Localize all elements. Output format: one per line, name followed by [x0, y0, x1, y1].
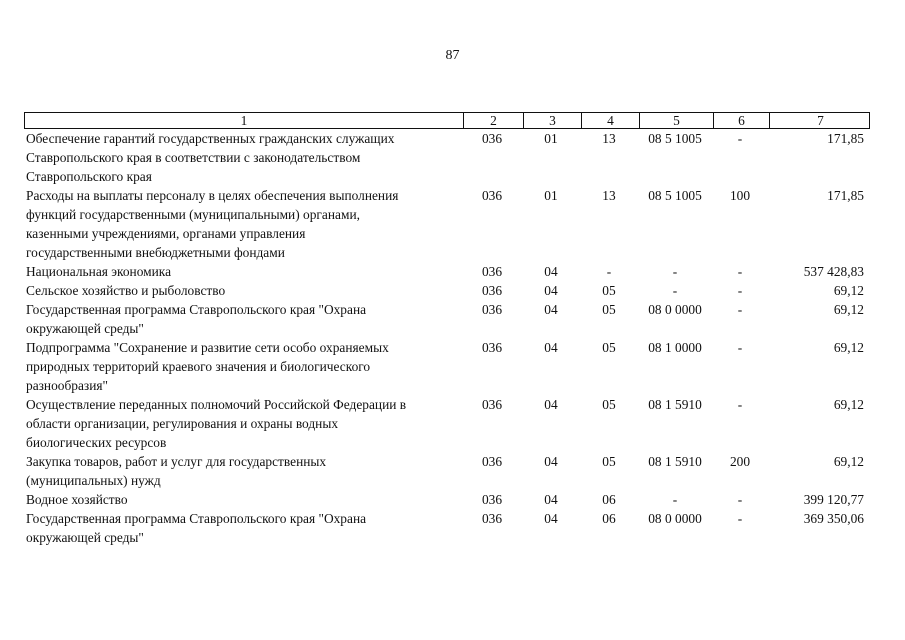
row-code-admin: 036 [481, 131, 503, 146]
row-amount: 171,85 [827, 188, 864, 203]
row-name: Государственная программа Ставропольского края "Охрана окружающей среды" [26, 511, 367, 545]
row-name: Подпрограмма "Сохранение и развитие сети особо охраняемых природных территорий краевого значения и биологического разнообразия" [26, 340, 389, 393]
table-body [24, 129, 870, 547]
row-code-target: - [672, 264, 678, 279]
row-code-section: 04 [544, 302, 558, 317]
table-header [24, 112, 870, 129]
row-code-admin: 036 [481, 283, 503, 298]
row-name: Осуществление переданных полномочий Российской Федерации в области организации, регулирования и охраны водных биологических ресурсов [26, 397, 407, 450]
row-amount: 399 120,77 [803, 492, 864, 507]
row-code-expense-type: - [737, 283, 743, 298]
row-code-section: 04 [544, 397, 558, 412]
row-code-expense-type: - [737, 264, 743, 279]
table-row [24, 129, 870, 186]
row-amount: 69,12 [833, 302, 864, 317]
table-row [24, 186, 870, 262]
row-code-target: 08 1 5910 [648, 454, 702, 469]
row-code-section: 04 [544, 283, 558, 298]
header-col-6: 6 [713, 113, 769, 128]
row-code-expense-type: - [737, 511, 743, 526]
row-code-section: 04 [544, 511, 558, 526]
row-name: Закупка товаров, работ и услуг для государственных (муниципальных) нужд [26, 454, 327, 488]
row-code-admin: 036 [481, 302, 503, 317]
header-col-4: 4 [581, 113, 639, 128]
row-code-target: 08 5 1005 [648, 188, 702, 203]
row-name: Обеспечение гарантий государственных гражданских служащих Ставропольского края в соответствии с законодательством Ставропольского края [26, 131, 395, 184]
row-amount: 69,12 [833, 340, 864, 355]
row-code-target: 08 1 5910 [648, 397, 702, 412]
row-code-subsection: 05 [602, 397, 616, 412]
table-row [24, 262, 870, 281]
row-amount: 537 428,83 [803, 264, 864, 279]
row-code-admin: 036 [481, 454, 503, 469]
row-code-admin: 036 [481, 492, 503, 507]
row-code-section: 04 [544, 340, 558, 355]
row-amount: 369 350,06 [803, 511, 864, 526]
row-code-subsection: 13 [602, 131, 616, 146]
header-col-5: 5 [639, 113, 713, 128]
table-row [24, 490, 870, 509]
row-name: Национальная экономика [26, 264, 172, 279]
row-code-subsection: 05 [602, 302, 616, 317]
row-code-section: 04 [544, 454, 558, 469]
row-code-target: - [672, 283, 678, 298]
row-amount: 69,12 [833, 454, 864, 469]
row-code-section: 04 [544, 264, 558, 279]
row-code-expense-type: - [737, 397, 743, 412]
table-row [24, 300, 870, 338]
row-code-admin: 036 [481, 340, 503, 355]
row-code-subsection: 05 [602, 454, 616, 469]
row-code-subsection: 05 [602, 340, 616, 355]
row-code-expense-type: - [737, 302, 743, 317]
row-code-section: 01 [544, 188, 558, 203]
row-code-target: 08 1 0000 [648, 340, 702, 355]
budget-table [24, 112, 870, 547]
row-name: Сельское хозяйство и рыболовство [26, 283, 226, 298]
row-code-expense-type: - [737, 492, 743, 507]
header-col-2: 2 [463, 113, 523, 128]
row-code-expense-type: - [737, 131, 743, 146]
row-code-admin: 036 [481, 264, 503, 279]
row-code-expense-type: - [737, 340, 743, 355]
row-code-admin: 036 [481, 397, 503, 412]
row-code-admin: 036 [481, 188, 503, 203]
table-row [24, 281, 870, 300]
row-code-target: 08 5 1005 [648, 131, 702, 146]
row-code-subsection: 05 [602, 283, 616, 298]
row-name: Водное хозяйство [26, 492, 128, 507]
header-col-1: 1 [240, 113, 248, 128]
row-code-subsection: 13 [602, 188, 616, 203]
row-amount: 171,85 [827, 131, 864, 146]
row-code-admin: 036 [481, 511, 503, 526]
row-name: Расходы на выплаты персоналу в целях обеспечения выполнения функций государственными (муниципальными) органами, казенными учреждениями, органами управления государственными внебюджетными фондами [26, 188, 399, 260]
table-row [24, 452, 870, 490]
table-row [24, 338, 870, 395]
row-code-target: - [672, 492, 678, 507]
row-amount: 69,12 [833, 283, 864, 298]
row-code-section: 01 [544, 131, 558, 146]
row-code-subsection: - [606, 264, 612, 279]
row-name: Государственная программа Ставропольского края "Охрана окружающей среды" [26, 302, 367, 336]
row-code-target: 08 0 0000 [648, 511, 702, 526]
row-code-section: 04 [544, 492, 558, 507]
row-code-target: 08 0 0000 [648, 302, 702, 317]
page-number: 87 [445, 48, 460, 63]
table-row [24, 395, 870, 452]
row-code-expense-type: 200 [729, 454, 751, 469]
header-col-3: 3 [523, 113, 581, 128]
row-amount: 69,12 [833, 397, 864, 412]
header-col-7: 7 [769, 113, 871, 128]
row-code-subsection: 06 [602, 492, 616, 507]
table-row [24, 509, 870, 547]
row-code-subsection: 06 [602, 511, 616, 526]
row-code-expense-type: 100 [729, 188, 751, 203]
